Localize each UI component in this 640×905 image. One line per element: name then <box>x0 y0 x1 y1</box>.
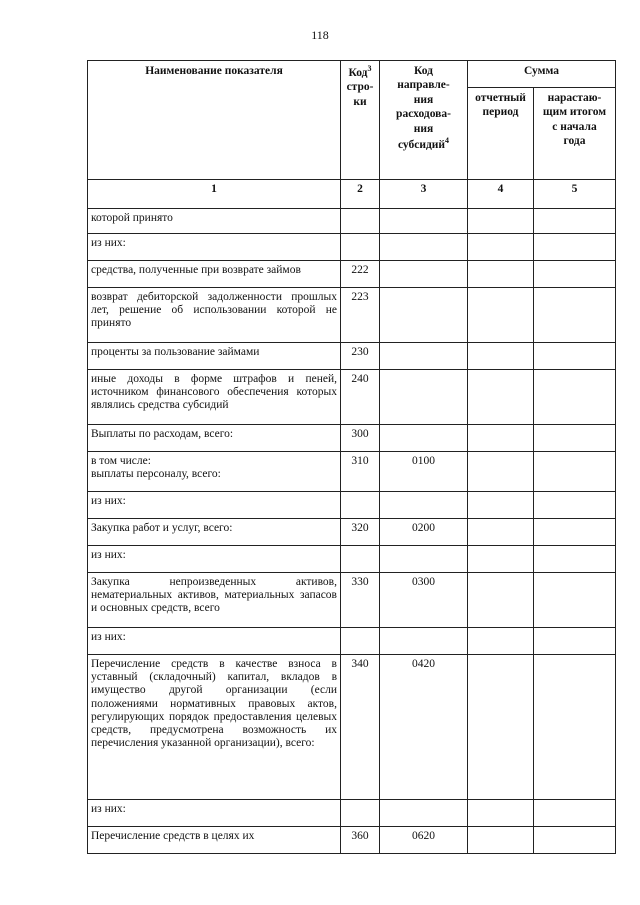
period-value <box>468 209 534 234</box>
header-reporting-period: отчетный период <box>468 88 534 180</box>
period-value <box>468 573 534 628</box>
period-value <box>468 370 534 425</box>
row-code: 223 <box>341 288 380 343</box>
table-row <box>88 452 616 492</box>
indicator-name: проценты за пользование займами <box>88 343 341 370</box>
indicator-name: средства, полученные при возврате займов <box>88 261 341 288</box>
column-number-row <box>88 180 616 209</box>
table-row <box>88 370 616 425</box>
column-number: 5 <box>534 180 616 209</box>
direction-code: 0300 <box>380 573 468 628</box>
cumulative-value <box>534 209 616 234</box>
header-indicator-name: Наименование показателя <box>88 61 341 180</box>
indicator-name: которой принято <box>88 209 341 234</box>
indicator-name: иные доходы в форме штрафов и пеней, источником финансового обеспечения которых являлись средства субсидий <box>88 370 341 425</box>
column-number: 3 <box>380 180 468 209</box>
indicator-name: в том числе: выплаты персоналу, всего: <box>88 452 341 492</box>
period-value <box>468 628 534 655</box>
table-row <box>88 209 616 234</box>
indicator-name: Закупка непроизведенных активов, нематериальных активов, материальных запасов и основных средств, всего <box>88 573 341 628</box>
period-value <box>468 827 534 854</box>
direction-code <box>380 234 468 261</box>
cumulative-value <box>534 261 616 288</box>
indicator-name: из них: <box>88 546 341 573</box>
table-row <box>88 573 616 628</box>
direction-code: 0620 <box>380 827 468 854</box>
table-row <box>88 546 616 573</box>
direction-code <box>380 370 468 425</box>
header-row-code: Код$^3$ стро- ки <box>341 61 380 180</box>
row-code: 340 <box>341 655 380 800</box>
cumulative-value <box>534 234 616 261</box>
column-number: 2 <box>341 180 380 209</box>
indicator-name: возврат дебиторской задолженности прошлых лет, решение об использовании которой не принято <box>88 288 341 343</box>
table-row <box>88 800 616 827</box>
page-number: 118 <box>311 28 329 42</box>
indicator-name: из них: <box>88 234 341 261</box>
direction-code: 0420 <box>380 655 468 800</box>
period-value <box>468 655 534 800</box>
table-row <box>88 288 616 343</box>
column-number: 1 <box>88 180 341 209</box>
row-code: 300 <box>341 425 380 452</box>
column-number: 4 <box>468 180 534 209</box>
indicator-name: из них: <box>88 492 341 519</box>
indicator-name: Перечисление средств в целях их <box>88 827 341 854</box>
direction-code <box>380 546 468 573</box>
direction-code <box>380 425 468 452</box>
direction-code <box>380 209 468 234</box>
cumulative-value <box>534 800 616 827</box>
period-value <box>468 234 534 261</box>
cumulative-value <box>534 628 616 655</box>
header-sum: Сумма <box>468 61 616 88</box>
row-code: 222 <box>341 261 380 288</box>
direction-code <box>380 492 468 519</box>
indicator-name: Выплаты по расходам, всего: <box>88 425 341 452</box>
direction-code <box>380 261 468 288</box>
row-code <box>341 234 380 261</box>
period-value <box>468 492 534 519</box>
table-row <box>88 519 616 546</box>
table-row <box>88 492 616 519</box>
period-value <box>468 261 534 288</box>
table-row <box>88 827 616 854</box>
direction-code: 0100 <box>380 452 468 492</box>
period-value <box>468 546 534 573</box>
row-code: 330 <box>341 573 380 628</box>
table-row <box>88 343 616 370</box>
row-code <box>341 800 380 827</box>
header-cumulative: нарастаю- щим итогом с начала года <box>534 88 616 180</box>
cumulative-value <box>534 519 616 546</box>
cumulative-value <box>534 546 616 573</box>
row-code: 230 <box>341 343 380 370</box>
period-value <box>468 452 534 492</box>
direction-code <box>380 288 468 343</box>
cumulative-value <box>534 827 616 854</box>
row-code <box>341 628 380 655</box>
indicator-name: Закупка работ и услуг, всего: <box>88 519 341 546</box>
period-value <box>468 519 534 546</box>
indicator-name: из них: <box>88 628 341 655</box>
indicator-name: из них: <box>88 800 341 827</box>
row-code <box>341 546 380 573</box>
report-table <box>87 60 616 854</box>
table-row <box>88 261 616 288</box>
indicator-name: Перечисление средств в качестве взноса в уставный (складочный) капитал, вкладов в имущество другой организации (если положениями нормативных правовых актов, регулирующих порядок предоставления целевых средств, предусмотрена возможность их перечисления указанной организации), всего: <box>88 655 341 800</box>
row-code: 310 <box>341 452 380 492</box>
row-code: 360 <box>341 827 380 854</box>
cumulative-value <box>534 370 616 425</box>
cumulative-value <box>534 343 616 370</box>
table-row <box>88 425 616 452</box>
cumulative-value <box>534 655 616 800</box>
period-value <box>468 800 534 827</box>
row-code <box>341 492 380 519</box>
cumulative-value <box>534 452 616 492</box>
cumulative-value <box>534 288 616 343</box>
direction-code <box>380 343 468 370</box>
row-code <box>341 209 380 234</box>
table-row <box>88 628 616 655</box>
direction-code <box>380 628 468 655</box>
direction-code <box>380 800 468 827</box>
row-code: 320 <box>341 519 380 546</box>
row-code: 240 <box>341 370 380 425</box>
table-row <box>88 655 616 800</box>
cumulative-value <box>534 425 616 452</box>
period-value <box>468 288 534 343</box>
table-row <box>88 234 616 261</box>
period-value <box>468 343 534 370</box>
period-value <box>468 425 534 452</box>
header-direction-code: Код направле- ния расходова- ния субсидий$^4$ <box>380 61 468 180</box>
cumulative-value <box>534 573 616 628</box>
cumulative-value <box>534 492 616 519</box>
direction-code: 0200 <box>380 519 468 546</box>
